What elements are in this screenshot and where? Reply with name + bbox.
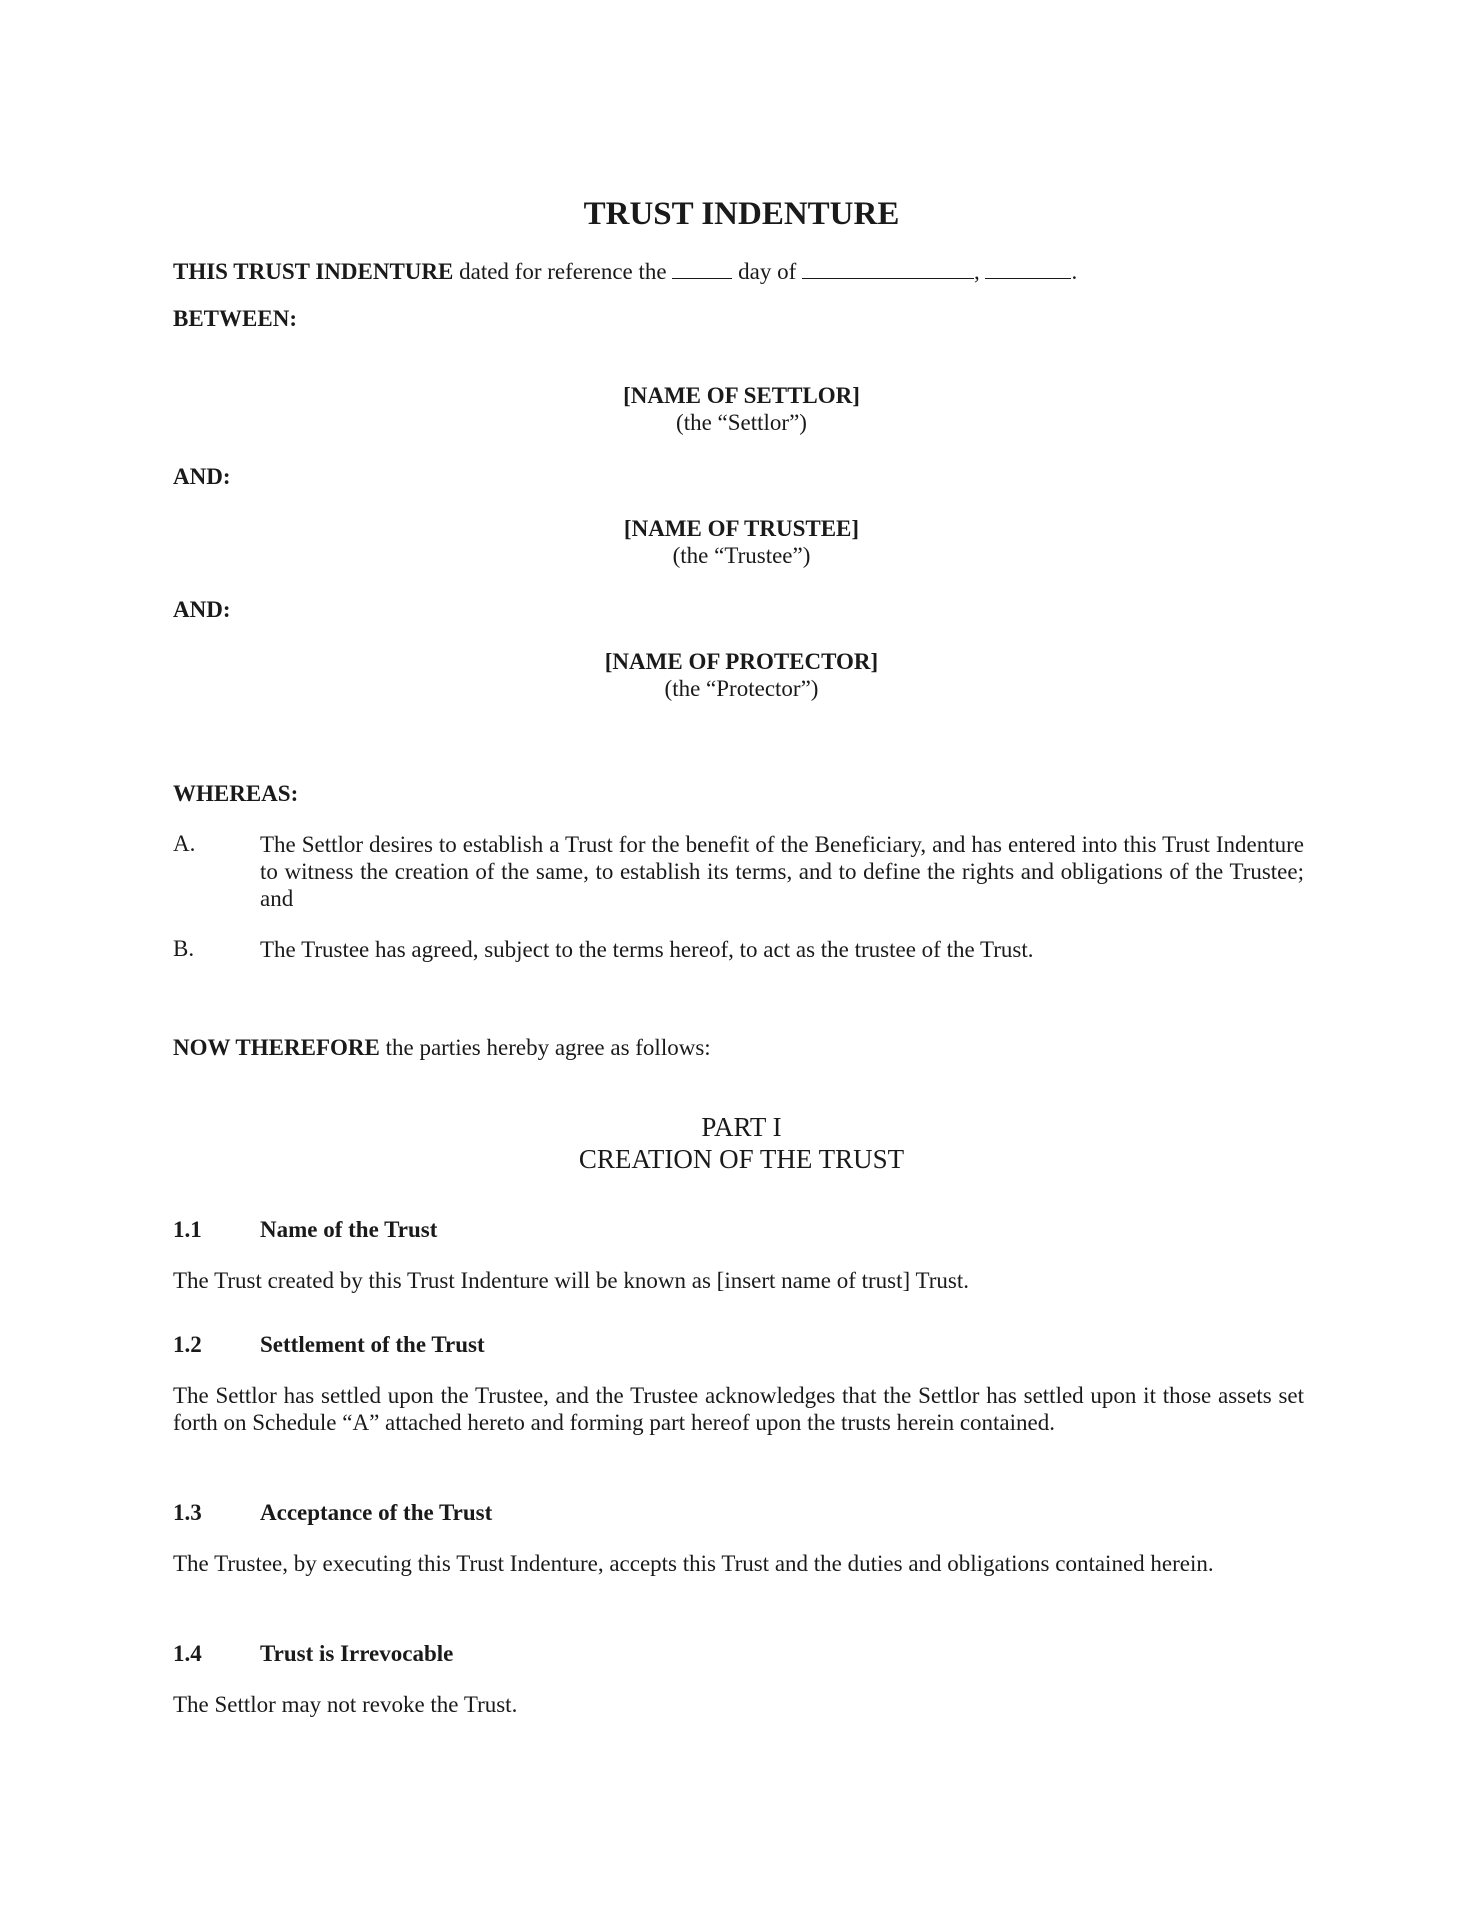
section-1-3-heading: Acceptance of the Trust — [260, 1500, 493, 1525]
party-settlor-role: (the “Settlor”) — [676, 410, 807, 435]
section-1-4-heading: Trust is Irrevocable — [260, 1641, 454, 1666]
recital-b-marker: B. — [173, 936, 195, 961]
recital-b-text: The Trustee has agreed, subject to the terms hereof, to act as the trustee of the Trust. — [260, 937, 1034, 962]
now-therefore-bold: NOW THEREFORE — [173, 1035, 380, 1060]
party-settlor-name: [NAME OF SETTLOR] — [623, 383, 860, 408]
now-therefore-rest: the parties hereby agree as follows: — [379, 1035, 711, 1060]
section-1-4-body: The Settlor may not revoke the Trust. — [173, 1692, 518, 1717]
party-trustee-name: [NAME OF TRUSTEE] — [623, 516, 860, 541]
party-protector-name: [NAME OF PROTECTOR] — [604, 649, 879, 674]
intro-lead: THIS TRUST INDENTURE — [173, 259, 454, 284]
whereas-label: WHEREAS: — [173, 781, 299, 806]
party-trustee-role: (the “Trustee”) — [672, 543, 811, 568]
section-1-1-heading: Name of the Trust — [260, 1217, 438, 1242]
and-label-1: AND: — [173, 464, 231, 489]
intro-period: . — [1071, 259, 1078, 284]
intro-comma: , — [973, 259, 980, 284]
between-label: BETWEEN: — [173, 306, 297, 331]
intro-line — [173, 256, 1077, 285]
year-blank — [985, 256, 1071, 279]
section-1-2-body: The Settlor has settled upon the Trustee, and the Trustee acknowledges that the Settlor has settled upon it those assets set forth on Schedule “A” attached hereto and forming part hereof upon the trusts herein contained. — [173, 1383, 1304, 1435]
recital-a-marker: A. — [173, 831, 196, 856]
and-label-2: AND: — [173, 597, 231, 622]
intro-text-before-day: dated for reference the — [453, 259, 673, 284]
month-blank — [802, 256, 974, 279]
now-therefore-line — [173, 1035, 711, 1061]
intro-day-of: day of — [732, 259, 802, 284]
part-number: PART I — [701, 1112, 782, 1142]
section-1-2-heading: Settlement of the Trust — [260, 1332, 485, 1357]
day-blank — [672, 256, 732, 279]
section-1-2-number: 1.2 — [173, 1332, 202, 1357]
section-1-4-number: 1.4 — [173, 1641, 202, 1666]
part-title: CREATION OF THE TRUST — [578, 1144, 905, 1174]
recital-a-text: The Settlor desires to establish a Trust for the benefit of the Beneficiary, and has entered into this Trust Indenture to witness the creation of the same, to establish its terms, and to define the rights and obligations of the Trustee; and — [260, 832, 1304, 911]
section-1-3-number: 1.3 — [173, 1500, 202, 1525]
section-1-1-number: 1.1 — [173, 1217, 202, 1242]
section-1-3-body: The Trustee, by executing this Trust Indenture, accepts this Trust and the duties and obligations contained herein. — [173, 1551, 1214, 1576]
document-title: TRUST INDENTURE — [583, 196, 900, 232]
section-1-1-body: The Trust created by this Trust Indenture will be known as [insert name of trust] Trust. — [173, 1268, 970, 1293]
party-protector-role: (the “Protector”) — [664, 676, 819, 701]
